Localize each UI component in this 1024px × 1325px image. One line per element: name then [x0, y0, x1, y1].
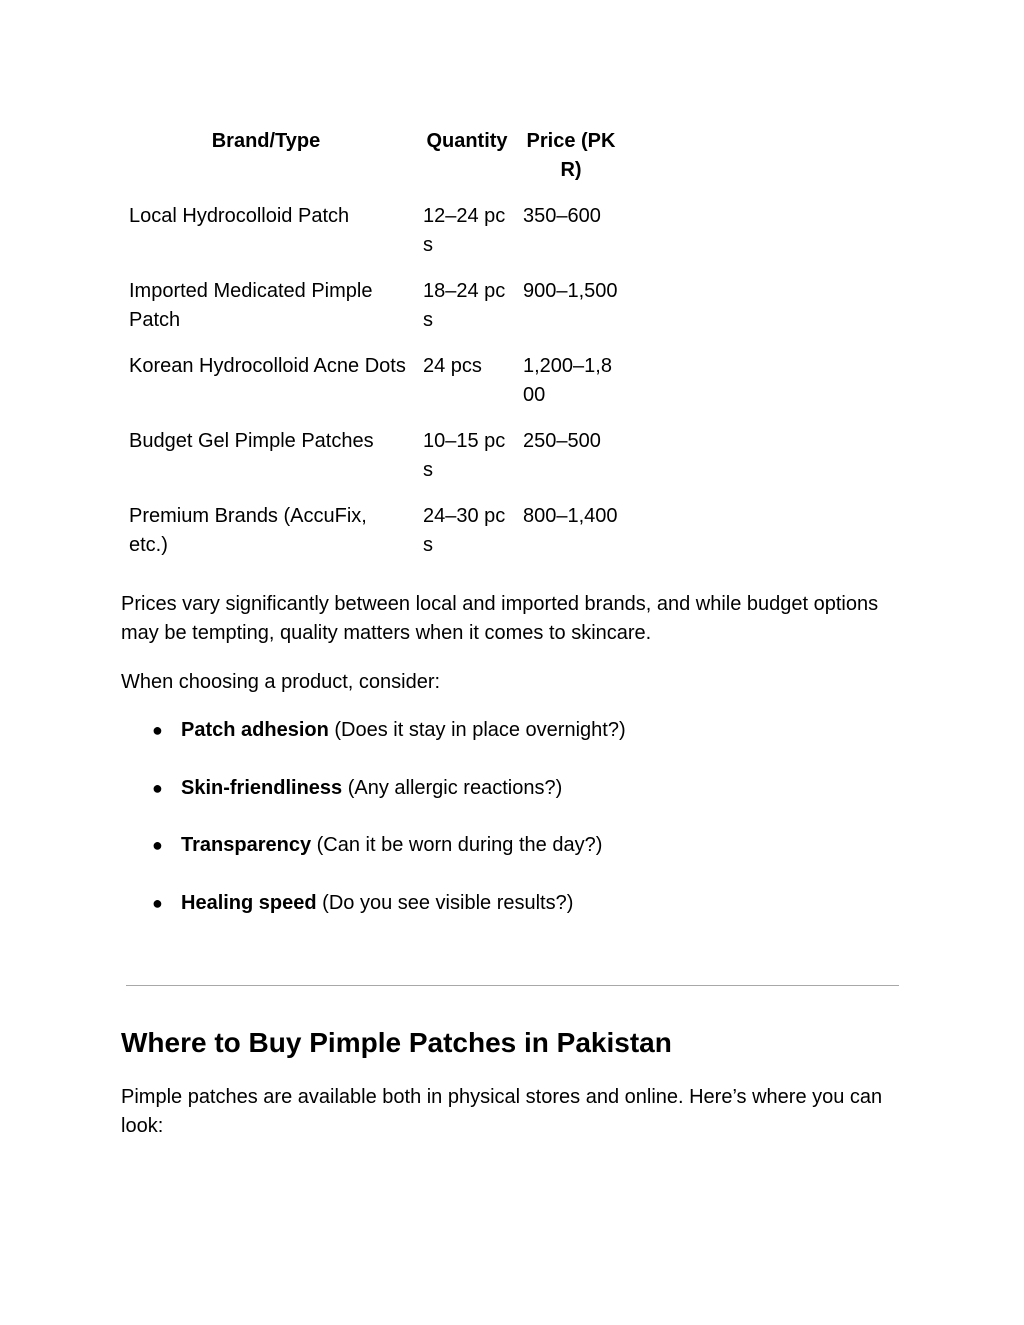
cell-quantity: 18–24 pcs [423, 280, 506, 331]
list-item-text: (Can it be worn during the day?) [311, 834, 603, 857]
table-row [121, 427, 623, 485]
cell-price: 350–600 [523, 205, 601, 227]
list-item [121, 889, 626, 918]
table-row [121, 202, 623, 260]
cell-brand: Local Hydrocolloid Patch [129, 205, 350, 227]
list-item [121, 774, 626, 803]
cell-price: 800–1,400 [523, 505, 618, 527]
list-item-bold: Healing speed [181, 892, 317, 915]
price-table [121, 127, 623, 577]
cell-price: 1,200–1,800 [523, 355, 612, 406]
table-row [121, 277, 623, 335]
list-item-bold: Skin-friendliness [181, 776, 343, 799]
list-item-text: (Any allergic reactions?) [342, 776, 563, 799]
list-item-bold: Patch adhesion [181, 719, 329, 741]
list-item-text: (Do you see visible results?) [316, 892, 574, 915]
horizontal-divider [126, 985, 899, 986]
cell-quantity: 10–15 pcs [423, 430, 506, 481]
bullet-icon: ● [152, 720, 163, 740]
cell-brand: Budget Gel Pimple Patches [129, 430, 374, 452]
bullet-icon: ● [152, 893, 163, 914]
list-item-text: (Does it stay in place overnight?) [328, 719, 626, 741]
cell-quantity: 24–30 pcs [423, 505, 506, 556]
prices-paragraph: Prices vary significantly between local and imported brands, and while budget options may be tempting, quality matters when it comes to skincare. [121, 593, 879, 644]
header-quantity: Quantity [426, 130, 508, 152]
cell-brand: Korean Hydrocolloid Acne Dots [129, 355, 406, 377]
choosing-paragraph: When choosing a product, consider: [121, 671, 441, 693]
consideration-list [121, 716, 626, 947]
list-item-bold: Transparency [181, 834, 312, 857]
cell-price: 900–1,500 [523, 280, 618, 302]
cell-quantity: 24 pcs [423, 355, 482, 377]
cell-quantity: 12–24 pcs [423, 205, 506, 256]
header-brand-type: Brand/Type [211, 130, 321, 152]
bullet-icon: ● [152, 835, 163, 856]
list-item [121, 716, 626, 745]
cell-brand: Premium Brands (AccuFix, etc.) [129, 505, 367, 556]
table-header-row [121, 127, 623, 185]
cell-brand: Imported Medicated Pimple Patch [129, 280, 373, 331]
table-row [121, 352, 623, 410]
list-item [121, 831, 626, 860]
section-heading: Where to Buy Pimple Patches in Pakistan [121, 1027, 672, 1058]
cell-price: 250–500 [523, 430, 601, 452]
header-price: Price (PKR) [526, 130, 616, 181]
bullet-icon: ● [152, 777, 163, 798]
table-row [121, 502, 623, 560]
where-paragraph: Pimple patches are available both in physical stores and online. Here’s where you can look: [121, 1086, 883, 1137]
